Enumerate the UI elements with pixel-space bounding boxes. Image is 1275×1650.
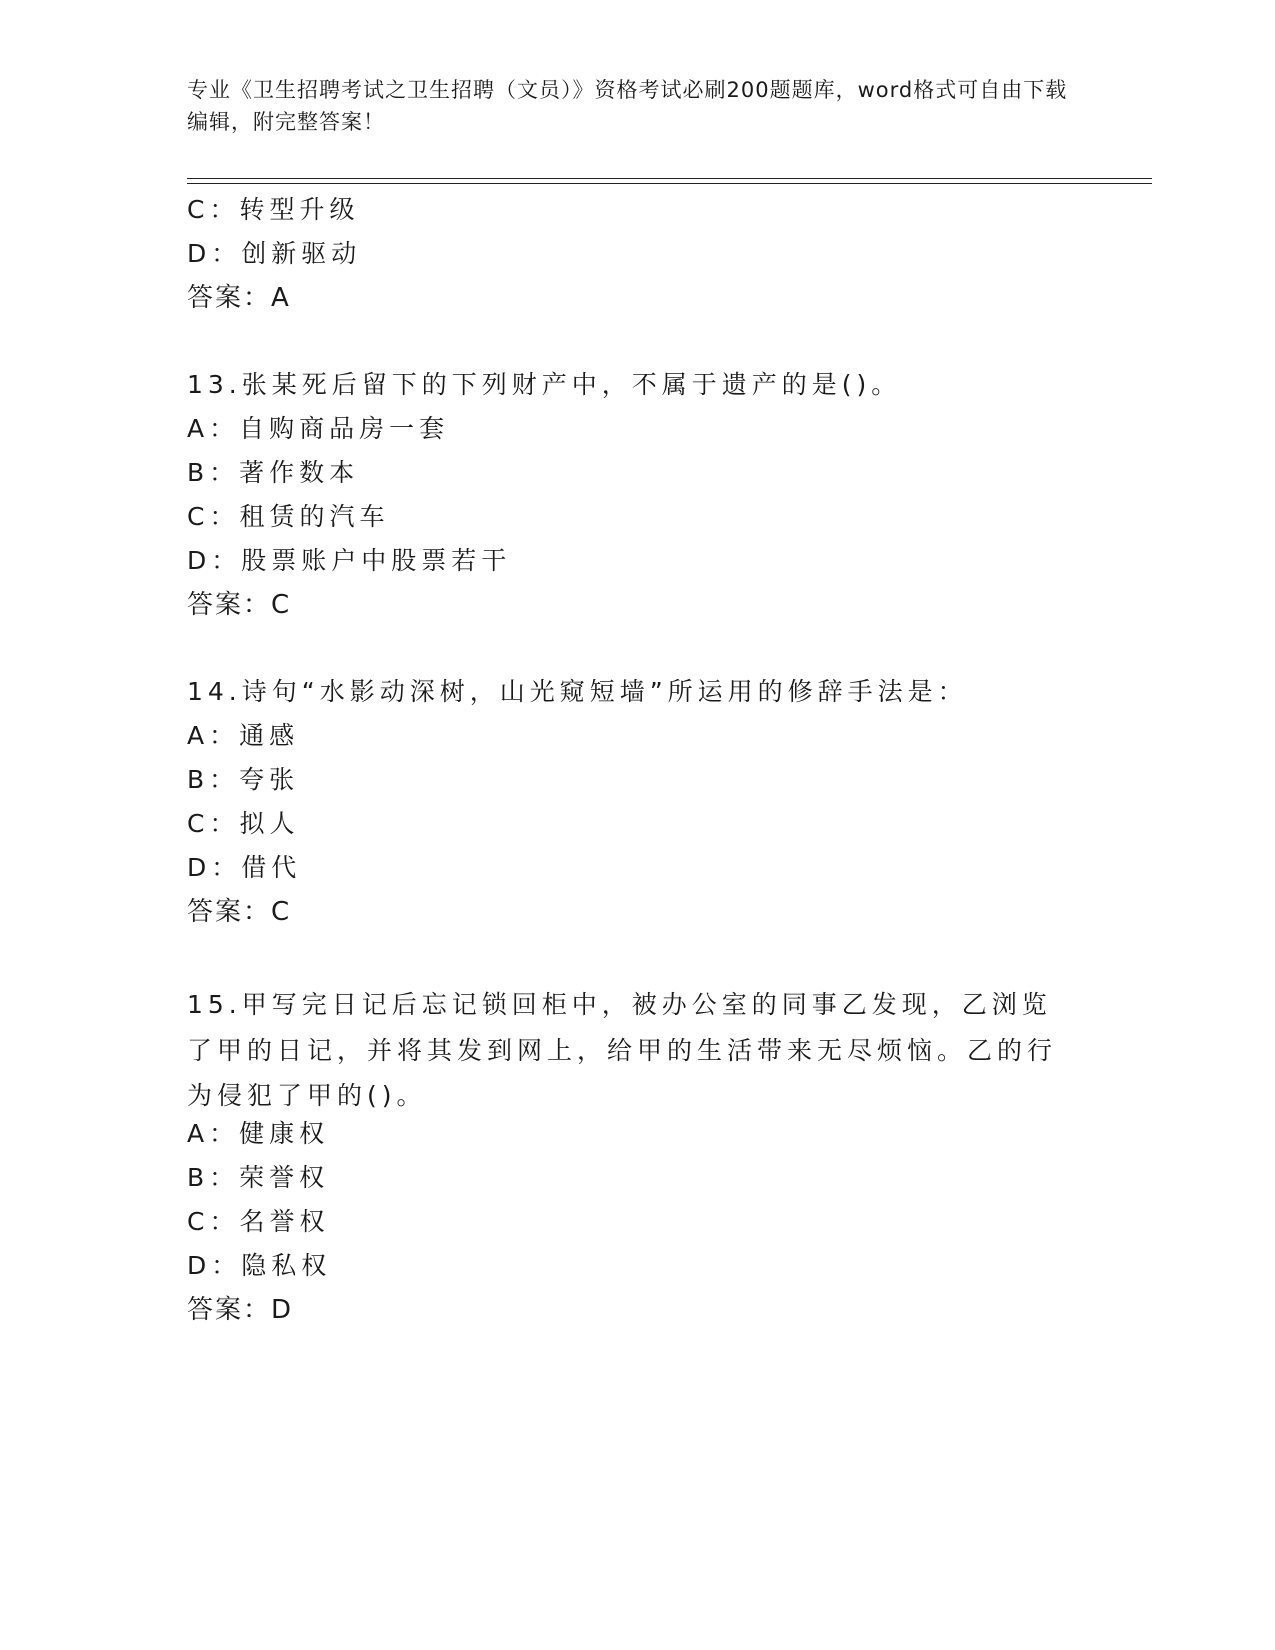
q13-option-d: D：股票账户中股票若干 [187, 546, 512, 575]
q14-option-b: B：夸张 [187, 765, 300, 794]
q13-answer: 答案：C [187, 590, 292, 620]
q15-option-c: C：名誉权 [187, 1207, 330, 1236]
q15-text: 15.甲写完日记后忘记锁回柜中，被办公室的同事乙发现，乙浏览了甲的日记，并将其发到网上，给甲的生活带来无尽烦恼。乙的行为侵犯了甲的()。 [187, 990, 1058, 1110]
q15-answer: 答案：D [187, 1295, 294, 1325]
header-divider-bottom [187, 183, 1152, 184]
q13-option-c: C：租赁的汽车 [187, 502, 390, 531]
prev-option-d: D：创新驱动 [187, 239, 362, 268]
q14-option-d: D：借代 [187, 853, 302, 882]
q14-answer: 答案：C [187, 897, 292, 927]
q14-option-c: C：拟人 [187, 809, 300, 838]
q15-option-d: D：隐私权 [187, 1251, 332, 1280]
document-header: 专业《卫生招聘考试之卫生招聘（文员）》资格考试必刷200题题库，word格式可自由下载编辑，附完整答案！ [187, 78, 1068, 134]
q14-text: 14.诗句“水影动深树，山光窥短墙”所运用的修辞手法是： [187, 677, 968, 706]
q13-text: 13.张某死后留下的下列财产中，不属于遗产的是()。 [187, 370, 902, 399]
q13-option-a: A：自购商品房一套 [187, 414, 450, 443]
prev-answer: 答案：A [187, 283, 291, 313]
prev-option-c: C：转型升级 [187, 195, 360, 224]
q15-option-a: A：健康权 [187, 1119, 330, 1148]
q15-option-b: B：荣誉权 [187, 1163, 330, 1192]
header-divider-top [187, 178, 1152, 179]
q13-option-b: B：著作数本 [187, 458, 360, 487]
q14-option-a: A：通感 [187, 721, 300, 750]
